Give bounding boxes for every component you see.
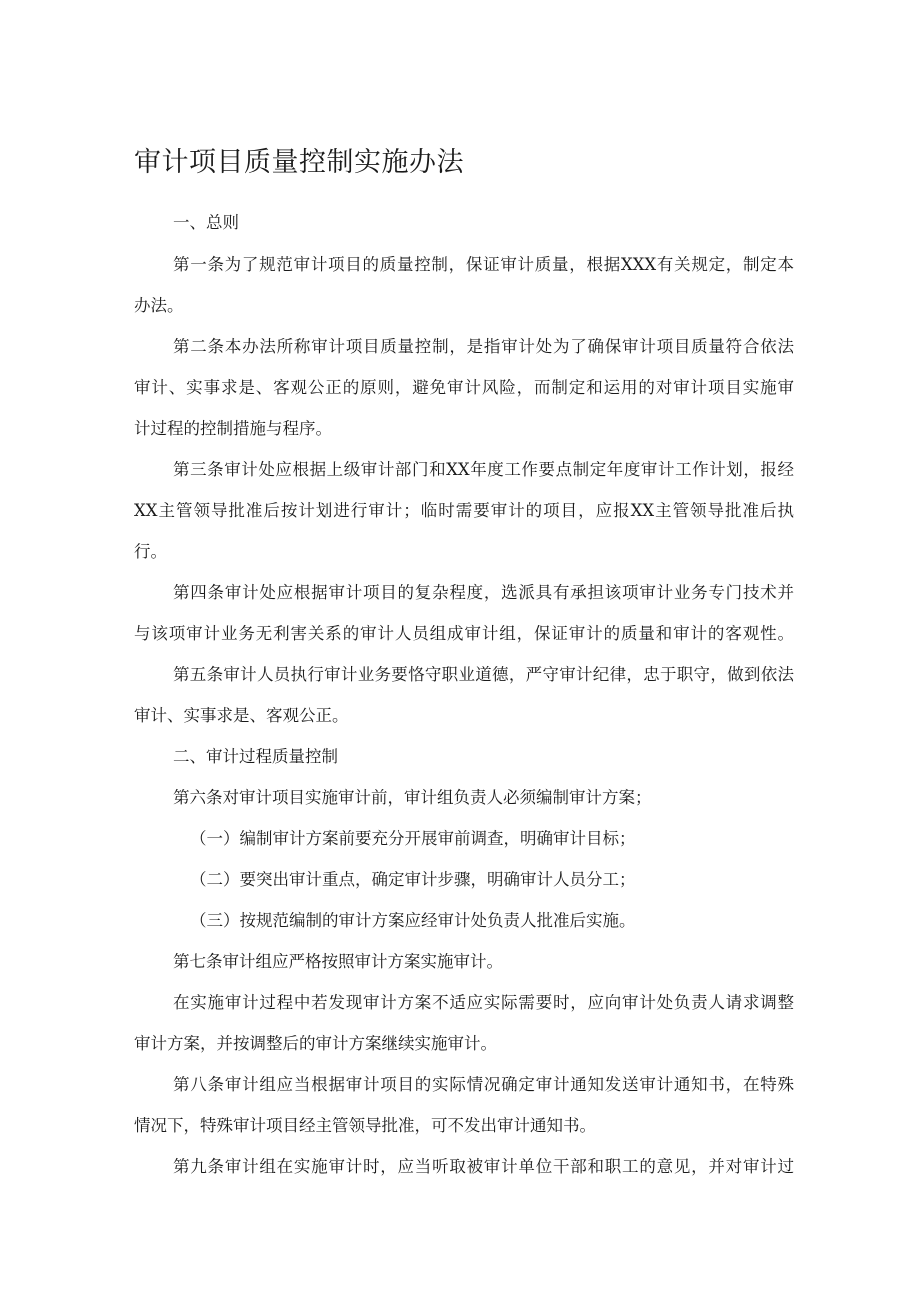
paragraph-line: 第一条为了规范审计项目的质量控制，保证审计质量，根据XXX有关规定，制定本	[173, 255, 794, 274]
paragraph-line: 审计方案，并按调整后的审计方案继续实施审计。	[134, 1034, 497, 1053]
paragraph-line: 审计、实事求是、客观公正的原则，避免审计风险，而制定和运用的对审计项目实施审	[134, 378, 794, 397]
paragraph-line: 办法。	[134, 296, 184, 315]
paragraph-line: 行。	[134, 542, 167, 561]
list-item: （一）编制审计方案前要充分开展审前调查，明确审计目标；	[190, 829, 636, 848]
paragraph-line: 计过程的控制措施与程序。	[134, 419, 332, 438]
paragraph-line: 情况下，特殊审计项目经主管领导批准，可不发出审计通知书。	[134, 1116, 596, 1135]
paragraph-line: 第六条对审计项目实施审计前，审计组负责人必须编制审计方案；	[173, 788, 652, 807]
paragraph-line: 第七条审计组应严格按照审计方案实施审计。	[173, 952, 503, 971]
paragraph-line: 第二条本办法所称审计项目质量控制，是指审计处为了确保审计项目质量符合依法	[173, 337, 794, 356]
paragraph-line: 审计、实事求是、客观公正。	[134, 706, 349, 725]
paragraph-line: 第三条审计处应根据上级审计部门和XX年度工作要点制定年度审计工作计划，报经	[173, 460, 794, 479]
list-item: （三）按规范编制的审计方案应经审计处负责人批准后实施。	[190, 911, 636, 930]
paragraph-line: 第九条审计组在实施审计时，应当听取被审计单位干部和职工的意见，并对审计过	[173, 1157, 794, 1176]
paragraph-line: XX主管领导批准后按计划进行审计；临时需要审计的项目，应报XX主管领导批准后执	[134, 501, 794, 520]
list-item: （二）要突出审计重点，确定审计步骤，明确审计人员分工；	[190, 870, 636, 889]
paragraph-line: 与该项审计业务无利害关系的审计人员组成审计组，保证审计的质量和审计的客观性。	[134, 624, 794, 643]
paragraph-line: 在实施审计过程中若发现审计方案不适应实际需要时，应向审计处负责人请求调整	[173, 993, 794, 1012]
paragraph-line: 第四条审计处应根据审计项目的复杂程度，选派具有承担该项审计业务专门技术并	[173, 583, 794, 602]
paragraph-line: 第五条审计人员执行审计业务要恪守职业道德，严守审计纪律，忠于职守，做到依法	[173, 665, 794, 684]
document-title: 审计项目质量控制实施办法	[134, 147, 464, 178]
paragraph-line: 第八条审计组应当根据审计项目的实际情况确定审计通知发送审计通知书，在特殊	[173, 1075, 794, 1094]
section-heading-process: 二、审计过程质量控制	[173, 747, 338, 766]
section-heading-general: 一、总则	[173, 213, 239, 232]
